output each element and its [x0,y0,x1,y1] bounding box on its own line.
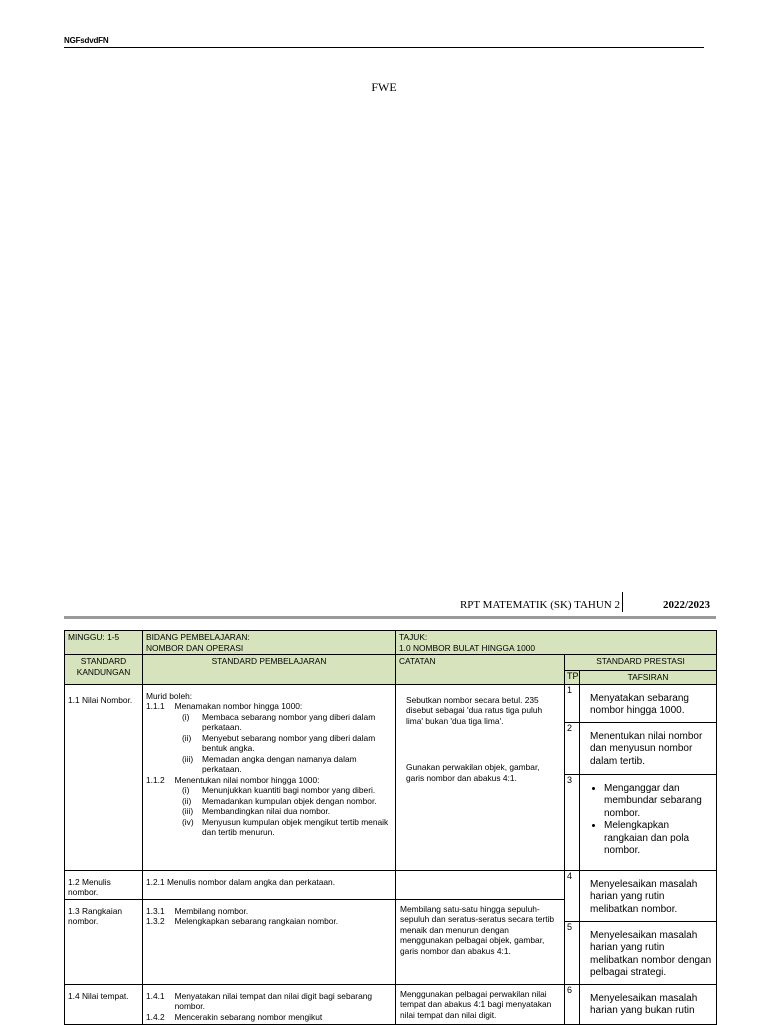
tp-number: 4 [565,870,580,921]
header-prestasi [565,655,717,671]
sp-sub-num: (iii) [182,806,194,816]
sp-sub-text: Menyusun kumpulan objek mengikut tertib menaik dan tertib menurun. [202,816,389,837]
sk-cell [65,899,143,984]
sp-subitem [182,796,392,807]
document-title: FWE [371,80,397,94]
sp-item [146,775,392,786]
tp-number: 5 [565,921,580,984]
sk-label: 1.3 Rangkaian nombor. [68,905,123,926]
rpt-year: 2022/2023 [662,599,710,611]
catatan-cell [396,984,565,1024]
sk-cell [65,870,143,899]
minggu-cell [65,631,143,655]
sp-text: Melengkapkan sebarang rangkaian nombor. [174,916,339,926]
sp-sub-text: Memadankan kumpulan objek dengan nombor. [202,795,377,806]
sp-text: Menyatakan nilai tempat dan nilai digit bagi sebarang nombor. [174,990,373,1011]
tafsiran-text: Menyelesaikan masalah harian yang rutin melibatkan nombor. [580,870,717,921]
sp-text: Menamakan nombor hingga 1000: [174,701,303,711]
tp-number: 2 [565,722,580,774]
sp-cell [143,870,396,899]
header-catatan [396,655,565,685]
sp-code: 1.4.2 [146,1011,165,1022]
tajuk-value: 1.0 NOMBOR BULAT HINGGA 1000 [399,642,536,653]
tp-number: 3 [565,774,580,870]
tajuk-cell [396,631,717,655]
sp-sub-text: Membaca sebarang nombor yang diberi dalam perkataan. [202,711,376,732]
header-pembelajaran-label: STANDARD PEMBELAJARAN [211,656,327,666]
header-prestasi-label: STANDARD PRESTASI [596,656,685,666]
tp-number: 1 [565,684,580,722]
catatan-text: Gunakan perwakilan objek, gambar, garis nombor dan abakus 4:1. [406,762,540,783]
tafsiran-text: Menyatakan sebarang nombor hingga 1000. [580,684,717,722]
catatan-text: Sebutkan nombor secara betul. 235 disebut sebagai 'dua ratus tiga puluh lima' bukan 'dua tiga lima'. [406,694,543,726]
sp-item [146,906,392,917]
tafsiran-bullet: • Melengkapkan rangkaian dan pola nombor. [604,820,712,858]
sk-label: 1.4 Nilai tempat. [68,990,129,1001]
sp-subitem [182,733,392,754]
sp-sub-num: (ii) [182,732,192,743]
catatan-cell [396,870,565,899]
header-tafsiran-label: TAFSIRAN [627,672,669,682]
sk-cell [65,684,143,870]
sp-sub-num: (i) [182,785,190,795]
sk-label: 1.1 Nilai Nombor. [68,694,133,705]
sk-cell [65,984,143,1024]
sp-subitem [182,785,392,796]
tafsiran-text: Menentukan nilai nombor dan menyusun nombor dalam tertib. [580,722,717,774]
rpt-divider [622,592,623,612]
sp-sub-num: (iii) [182,753,194,764]
header-tp-label: TP [567,671,579,681]
sp-subitem [182,754,392,775]
sp-cell [143,684,396,870]
sp-sub-text: Menunjukkan kuantiti bagi nombor yang diberi. [202,785,376,795]
header-text: NGFsdvdFN [64,36,109,45]
tafsiran-cell [580,774,717,870]
catatan-cell [396,899,565,984]
sp-item [146,916,392,927]
sp-text: Membilang nombor. [174,905,249,916]
rpt-table [64,630,717,1025]
sp-sub-num: (i) [182,711,190,722]
sp-code: 1.3.2 [146,916,165,926]
sp-subitem [182,712,392,733]
sp-sub-text: Menyebut sebarang nombor yang diberi dalam bentuk angka. [202,732,376,753]
sp-sub-num: (ii) [182,795,192,806]
sp-text: Menentukan nilai nombor hingga 1000: [174,774,320,785]
tp-number: 6 [565,984,580,1024]
tafsiran-list [590,783,712,858]
sp-sub-text: Memadan angka dengan namanya dalam perkataan. [202,753,357,774]
sp-cell [143,899,396,984]
sp-code: 1.1.1 [146,701,165,711]
sp-cell [143,984,396,1024]
sp-sub-text: Membandingkan nilai dua nombor. [202,806,331,816]
header-pembelajaran [143,655,396,685]
rpt-rule [64,616,716,619]
header-tp [565,671,580,685]
bidang-value: NOMBOR DAN OPERASI [146,642,244,653]
sk-label: 1.2 Menulis nombor. [68,876,111,897]
sp-subitem [182,806,392,817]
rpt-header [64,599,716,615]
header-tafsiran [580,671,717,685]
catatan-text: Menggunakan pelbagai perwakilan nilai tempat dan abakus 4:1 bagi menyatakan nilai tempat dan nilai digit. [400,988,552,1020]
sp-item [146,991,392,1012]
sp-subitem [182,817,392,838]
sp-sub-num: (iv) [182,816,194,827]
header-kandungan-label: STANDARD KANDUNGAN [76,656,131,677]
sp-text: Mencerakin sebarang nombor mengikut [174,1011,323,1022]
sp-item [146,1012,392,1023]
tafsiran-bullet: • Menganggar dan membundar sebarang nombor. [604,783,712,821]
sp-code: 1.1.2 [146,774,165,785]
sp-intro: Murid boleh: [146,690,193,701]
tajuk-label: TAJUK: [399,632,428,642]
sp-code: 1.3.1 [146,905,165,916]
header-kandungan [65,655,143,685]
sp-code: 1.4.1 [146,990,165,1001]
rpt-title: RPT MATEMATIK (SK) TAHUN 2 [459,599,620,611]
tafsiran-text: Menyelesaikan masalah harian yang bukan rutin [580,984,717,1024]
minggu-label: MINGGU: 1-5 [68,632,120,642]
header-rule [64,47,704,48]
catatan-cell [396,684,565,870]
sp-item [146,701,392,712]
bidang-label: BIDANG PEMBELAJARAN: [146,632,250,642]
tafsiran-text: Menyelesaikan masalah harian yang rutin melibatkan nombor dengan pelbagai strategi. [580,921,717,984]
sp-text: 1.2.1 Menulis nombor dalam angka dan perkataan. [146,876,336,887]
header-catatan-label: CATATAN [399,656,436,666]
bidang-cell [143,631,396,655]
catatan-text: Membilang satu-satu hingga sepuluh-sepuluh dan seratus-seratus secara tertib menaik dan menurun dengan menggunakan pelbagai objek, gambar, garis nombor dan abakus 4:1. [400,903,555,956]
